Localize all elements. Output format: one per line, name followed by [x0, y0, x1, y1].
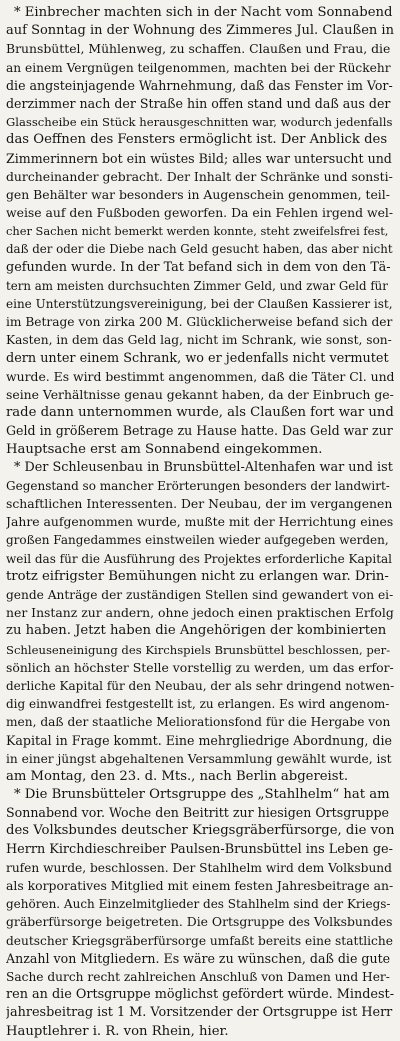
text-line: Zimmerinnern bot ein wüstes Bild; alles war untersucht und: [6, 150, 392, 166]
text-line: Sache durch recht zahlreichen Anschluß von Damen und Her-: [6, 969, 390, 984]
text-line: auf Sonntag in der Wohnung des Zimmeres Jul. Claußen in: [6, 23, 394, 39]
text-line: an einem Vergnügen teilgenommen, machten bei der Rückehr: [6, 60, 391, 75]
text-line: Gegenstand so mancher Erörterungen besonders der landwirt-: [6, 478, 390, 493]
text-line: das Oeffnen des Fensters ermöglicht ist. Der Anblick des: [6, 132, 388, 148]
text-line: gräberfürsorge beigetreten. Die Ortsgruppe des Volksbundes: [6, 914, 393, 930]
text-line: rade dann unternommen wurde, als Claußen fort war und: [6, 405, 394, 421]
text-line: ren an die Ortsgruppe möglichst gefördert würde. Mindest-: [6, 987, 394, 1003]
text-line: großen Fangedammes einstweilen wieder aufgegeben werden,: [6, 533, 389, 548]
text-line: Brunsbüttel, Mühlenweg, zu schaffen. Claußen und Frau, die: [6, 41, 391, 57]
text-line: als korporatives Mitglied mit einem festen Jahresbeitrage an-: [6, 878, 394, 893]
text-line: * Die Brunsbütteler Ortsgruppe des „Stahlhelm“ hat am: [14, 787, 390, 803]
text-line: * Der Schleusenbau in Brunsbüttel-Altenhafen war und ist: [14, 459, 393, 475]
text-line: daß der oder die Diebe nach Geld gesucht haben, das aber nicht: [6, 242, 393, 257]
text-line: gefunden wurde. In der Tat befand sich in dem von den Tä-: [6, 259, 391, 275]
text-line: ner Instanz zur andern, ohne jedoch einen praktischen Erfolg: [6, 605, 394, 621]
text-line: * Einbrecher machten sich in der Nacht vom Sonnabend: [14, 5, 393, 20]
text-line: men, daß der staatliche Meliorationsfond für die Hergabe von: [6, 715, 391, 730]
text-line: schaftlichen Interessenten. Der Neubau, der im vergangenen: [6, 496, 393, 512]
text-line: gen Behälter war besonders in Augenschein genommen, teil-: [6, 186, 390, 202]
text-line: Hauptsache erst am Sonnabend eingekommen.: [6, 441, 323, 457]
text-line: derzimmer nach der Straße hin offen stand und daß aus der: [6, 95, 391, 111]
text-line: cher Sachen nicht bemerkt werden konnte, steht zweifelsfrei fest,: [6, 224, 389, 239]
text-line: Schleuseneinigung des Kirchspiels Brunsbüttel beschlossen, per-: [6, 642, 391, 657]
text-line: dig einwandfrei festgestellt ist, zu erlangen. Es wird angenom-: [6, 697, 390, 712]
text-line: in einer jüngst abgehaltenen Versammlung gewählt wurde, ist: [6, 751, 392, 766]
text-line: Jahre aufgenommen wurde, mußte mit der Herrichtung eines: [6, 514, 394, 530]
text-line: gehören. Auch Einzelmitglieder des Stahlhelm sind der Kriegs-: [6, 897, 391, 912]
text-line: durcheinander gebracht. Der Inhalt der Schränke und sonsti-: [6, 168, 393, 184]
text-line: gende Anträge der zuständigen Stellen sind gewandert von ei-: [6, 588, 394, 602]
text-line: trotz eifrigster Bemühungen nicht zu erlangen war. Drin-: [6, 568, 389, 584]
text-line: im Betrage von zirka 200 M. Glücklicherweise befand sich der: [6, 315, 393, 330]
text-line: wurde. Es wird bestimmt angenommen, daß die Täter Cl. und: [6, 368, 394, 384]
text-line: Herrn Kirchdieschreiber Paulsen-Brunsbüttel ins Leben ge-: [6, 841, 393, 857]
text-line: jahresbeitrag ist 1 M. Vorsitzender der Ortsgruppe ist Herr: [6, 1005, 393, 1021]
text-line: seine Verhältnisse genau gekannt haben, da der Einbruch ge-: [6, 386, 394, 402]
text-line: rufen wurde, beschlossen. Der Stahlhelm wird dem Volksbund: [6, 860, 392, 875]
text-line: die angsteinjagende Wahrnehmung, daß das Fenster im Vor-: [6, 77, 393, 93]
text-line: am Montag, den 23. d. Mts., nach Berlin abgereist.: [6, 768, 349, 784]
text-line: sönlich an höchster Stelle vorstellig zu werden, um das erfor-: [6, 659, 394, 675]
text-line: des Volksbundes deutscher Kriegsgräberfürsorge, die von: [6, 823, 394, 839]
text-line: weise auf den Fußboden geworfen. Da ein Fehlen irgend wel-: [6, 205, 394, 221]
text-line: Kasten, in dem das Geld lag, nicht im Schrank, wie sonst, son-: [6, 333, 392, 348]
text-line: dern unter einem Schrank, wo er jedenfalls nicht vermutet: [6, 350, 389, 366]
text-line: zu haben. Jetzt haben die Angehörigen der kombinierten: [6, 623, 387, 639]
text-line: Geld in größerem Betrage zu Hause hatte. Das Geld war zur: [6, 423, 393, 439]
text-line: Glasscheibe ein Stück herausgeschnitten war, wodurch jedenfalls: [6, 115, 393, 130]
text-line: deutscher Kriegsgräberfürsorge umfaßt bereits eine stattliche: [6, 933, 393, 948]
text-line: Anzahl von Mitgliedern. Es wäre zu wünschen, daß die gute: [6, 950, 391, 966]
text-line: weil das für die Ausführung des Projektes erforderliche Kapital: [6, 551, 393, 566]
text-line: Kapital in Frage kommt. Eine mehrgliedrige Abordnung, die: [6, 732, 392, 748]
text-line: Sonnabend vor. Woche den Beitritt zur hiesigen Ortsgruppe: [6, 805, 389, 821]
text-line: eine Unterstützungsvereinigung, bei der Claußen Kassierer ist,: [6, 297, 393, 311]
text-line: tern am meisten durchsuchten Zimmer Geld, und zwar Geld für: [6, 278, 388, 293]
text-line: derliche Kapital für den Neubau, der als sehr dringend notwen-: [6, 678, 394, 693]
text-line: Hauptlehrer i. R. von Rhein, hier.: [6, 1023, 229, 1039]
